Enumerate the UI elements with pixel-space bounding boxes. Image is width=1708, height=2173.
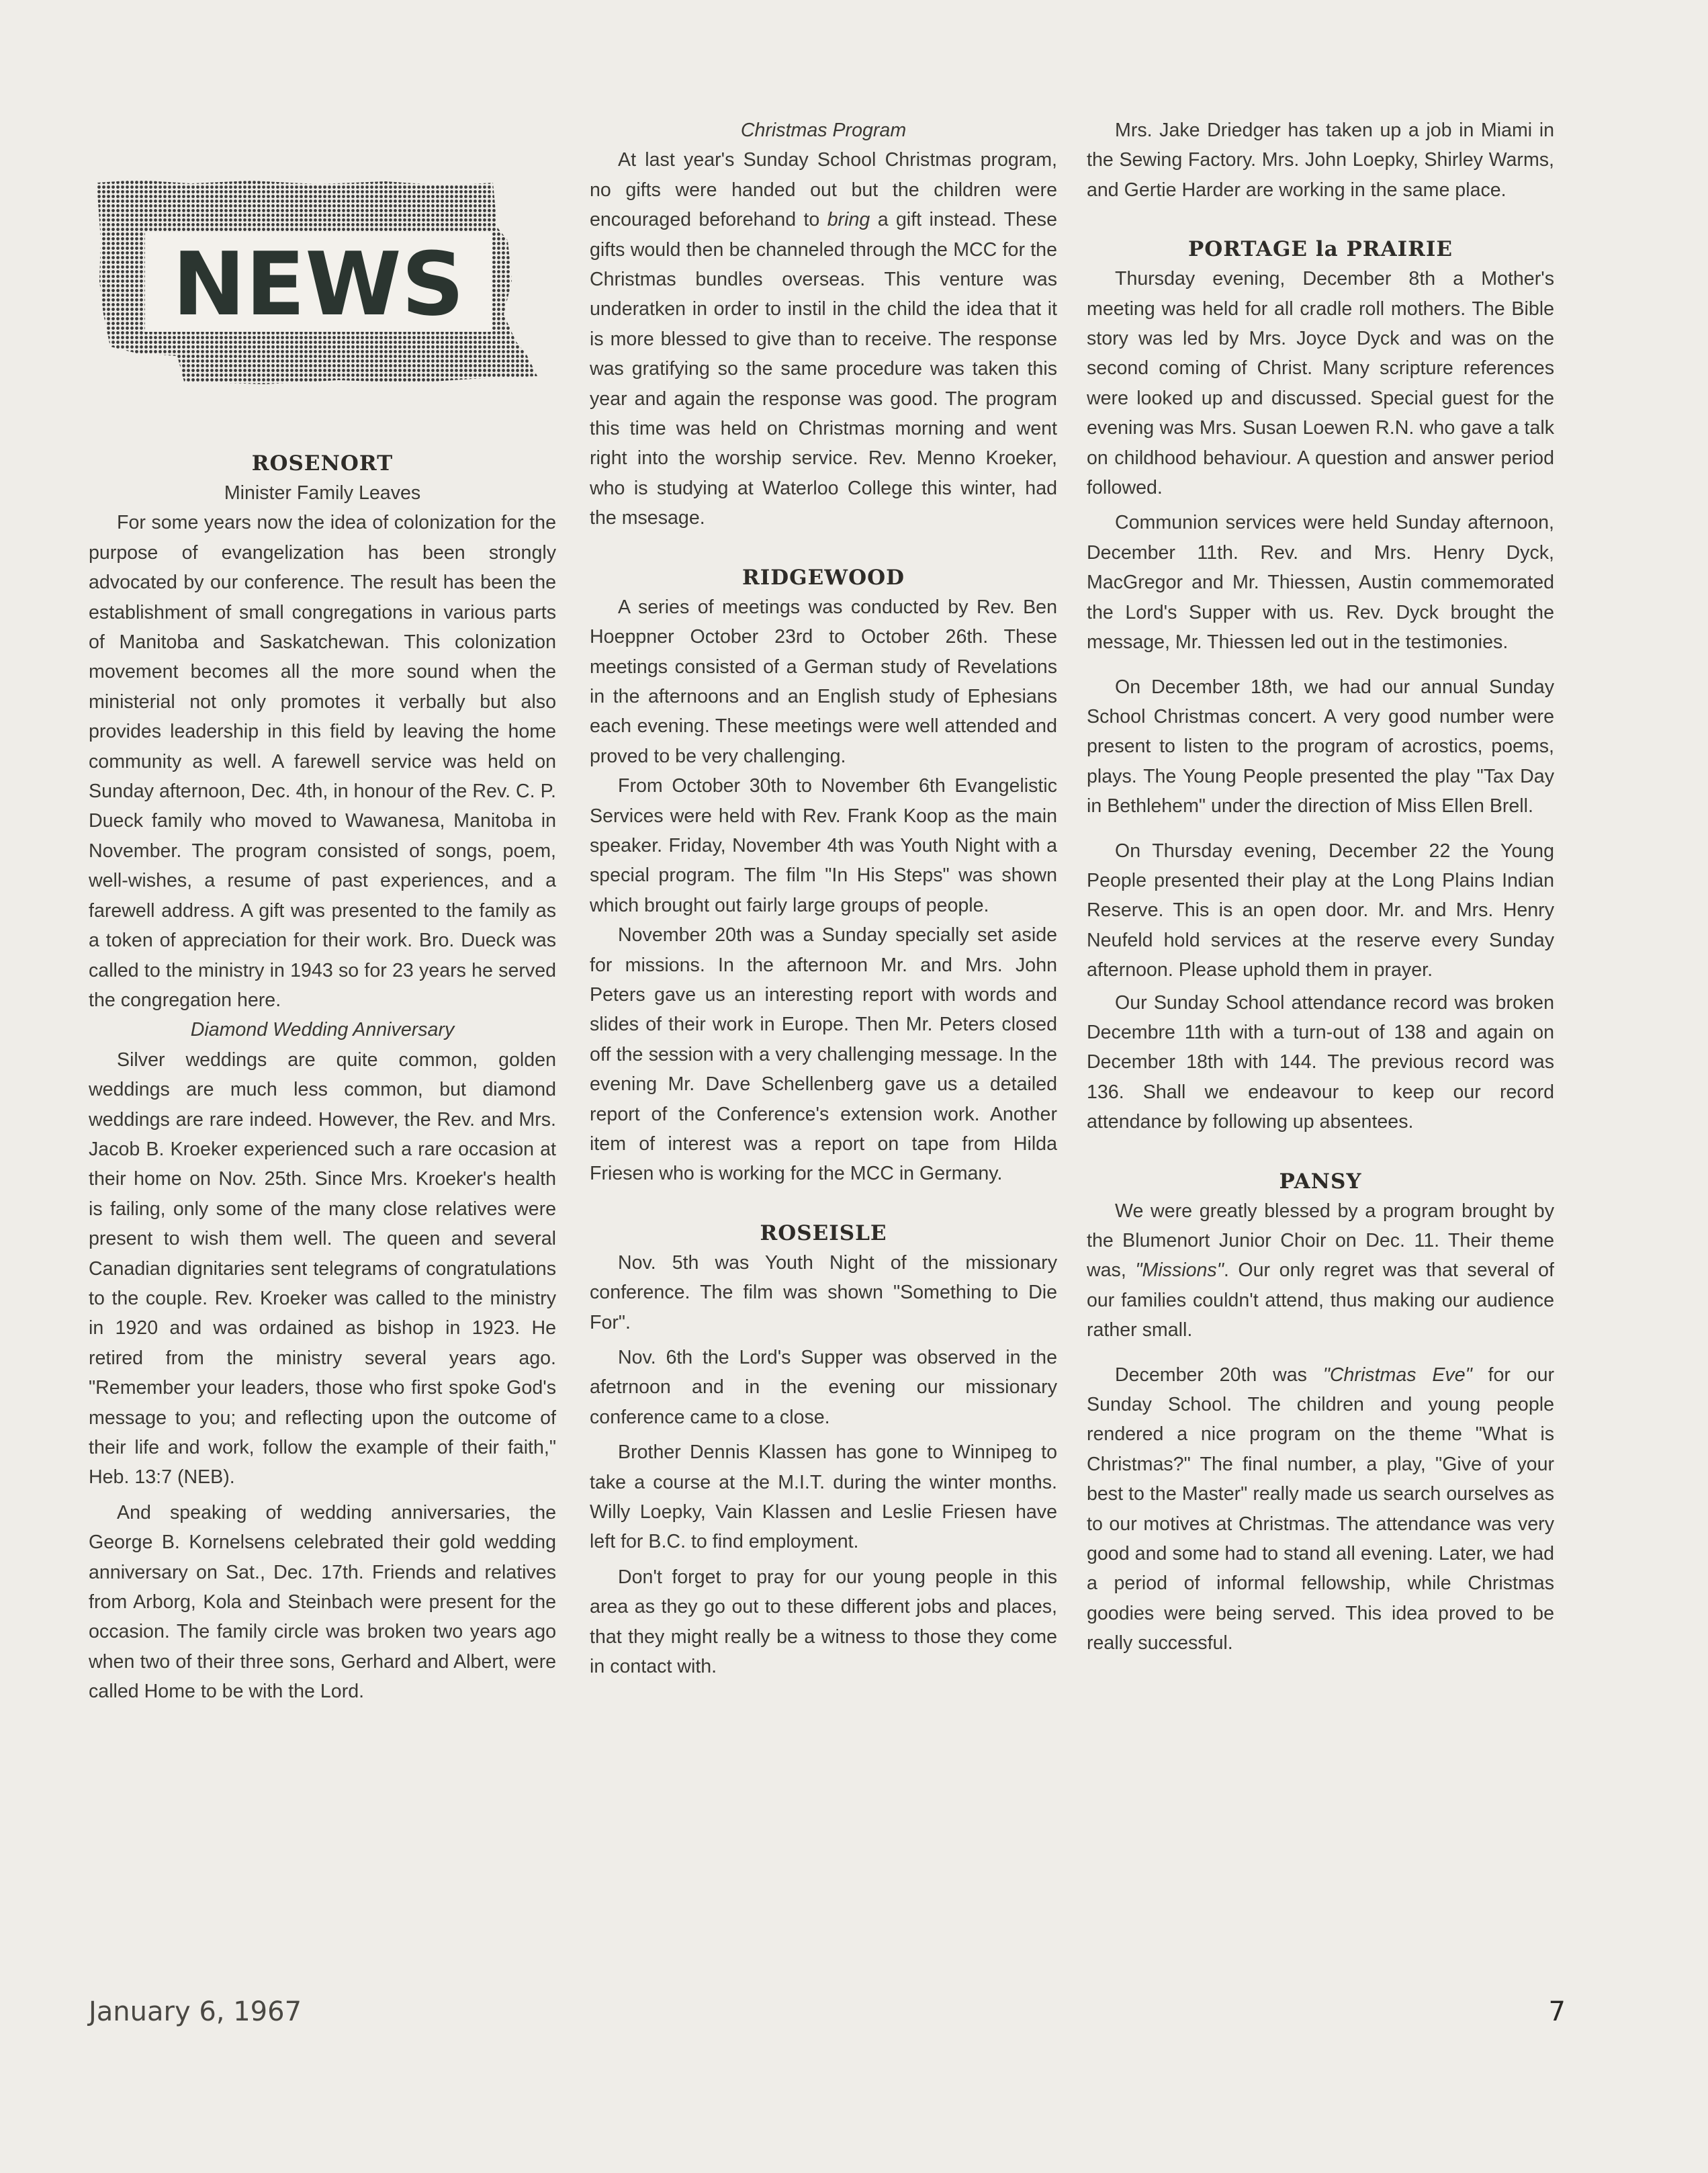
- paragraph: Don't forget to pray for our young people in this area as they go out to these different jobs and places, that they might really be a witness to those they come in contact with.: [590, 1566, 1057, 1678]
- heading-roseisle: ROSEISLE: [760, 1221, 887, 1245]
- paragraph: Nov. 5th was Youth Night of the missionary conference. The film was shown "Something to Die For".: [590, 1251, 1057, 1333]
- paragraph: Brother Dennis Klassen has gone to Winnipeg to take a course at the M.I.T. during the winter months. Willy Loepky, Vain Klassen and Leslie Friesen have left for B.C. to find employment.: [590, 1442, 1057, 1553]
- logo-text: NEWS: [172, 233, 465, 335]
- column-2: [590, 116, 1057, 1682]
- paragraph: December 20th was "Christmas Eve" for our Sunday School. The children and young people rendered a nice program on the theme "What is Christmas?" The final number, a play, "Give of your best to the Master" really made us search ourselves as to our motives at Christmas. The attendance was very good and some had to stand all evening. Later, we had a period of informal fellowship, while Christmas goodies were being served. This idea proved to be really successful.: [1087, 1364, 1554, 1654]
- paragraph: Communion services were held Sunday afternoon, December 11th. Rev. and Mrs. Henry Dyck, MacGregor and Mr. Thiessen, Austin commemorated the Lord's Supper with us. Rev. Dyck brought the message, Mr. Thiessen led out in the testimonies.: [1087, 512, 1554, 654]
- footer-date: January 6, 1967: [89, 1996, 302, 2027]
- paragraph: And speaking of wedding anniversaries, the George B. Kornelsens celebrated their gold wedding anniversary on Sat., Dec. 17th. Friends and relatives from Arborg, Kola and Steinbach were present for the occasion. The family circle was broken two years ago when two of their three sons, Gerhard and Albert, were called Home to be with the Lord.: [89, 1501, 556, 1703]
- paragraph: On December 18th, we had our annual Sunday School Christmas concert. A very good number were present to listen to the program of acrostics, poems, plays. The Young People presented the play "Tax Day in Bethlehem" under the direction of Miss Ellen Brell.: [1087, 676, 1554, 817]
- heading-ridgewood: RIDGEWOOD: [742, 565, 905, 590]
- subheading-christmas-program: Christmas Program: [740, 120, 907, 141]
- paragraph: At last year's Sunday School Christmas program, no gifts were handed out but the children were encouraged beforehand to bring a gift instead. These gifts would then be channeled through the MCC for the Christmas bundles overseas. This venture was underatken in order to instil in the child the idea that it is more blessed to give than to receive. The response was gratifying so the same procedure was taken this year and again the response was good. The program this time was held on Christmas morning and went right into the worship service. Rev. Menno Kroeker, who is studying at Waterloo College this winter, had the msesage.: [590, 149, 1057, 529]
- paragraph: A series of meetings was conducted by Rev. Ben Hoeppner October 23rd to October 26th. These meetings consisted of a German study of Revelations in the afternoons and an English study of Ephesians each evening. These meetings were well attended and proved to be very challenging.: [590, 596, 1057, 767]
- paragraph: We were greatly blessed by a program brought by the Blumenort Junior Choir on Dec. 11. Their theme was, "Missions". Our only regret was that several of our families couldn't attend, thus making our audience rather small.: [1087, 1200, 1554, 1341]
- subheading-minister-family: Minister Family Leaves: [224, 482, 421, 504]
- heading-portage-la-prairie: PORTAGE la PRAIRIE: [1187, 237, 1453, 262]
- paragraph: November 20th was a Sunday specially set aside for missions. In the afternoon Mr. and Mrs. John Peters gave us an interesting report with words and slides of their work in Europe. Then Mr. Peters closed off the session with a very challenging message. In the evening Mr. Dave Schellenberg gave us a detailed report of the Conference's extension work. Another item of interest was a report on tape from Hilda Friesen who is working for the MCC in Germany.: [590, 924, 1057, 1185]
- paragraph: Our Sunday School attendance record was broken Decembre 11th with a turn-out of 138 and again on December 18th with 144. The previous record was 136. Shall we endeavour to keep our record attendance by following up absentees.: [1087, 991, 1554, 1133]
- paragraph: Thursday evening, December 8th a Mother's meeting was held for all cradle roll mothers. The Bible story was led by Mrs. Joyce Dyck and was on the second coming of Christ. Many scripture references were looked up and discussed. Special guest for the evening was Mrs. Susan Loewen R.N. who gave a talk on childhood behaviour. A question and answer period followed.: [1087, 268, 1554, 499]
- paragraph: From October 30th to November 6th Evangelistic Services were held with Rev. Frank Koop as the main speaker. Friday, November 4th was Youth Night with a special program. The film "In His Steps" was shown which brought out fairly large groups of people.: [590, 775, 1057, 916]
- paragraph: Nov. 6th the Lord's Supper was observed in the afetrnoon and in the evening our missionary conference came to a close.: [590, 1347, 1057, 1428]
- page-number: 7: [1548, 1996, 1566, 2027]
- paragraph: On Thursday evening, December 22 the Young People presented their play at the Long Plains Indian Reserve. This is an open door. Mr. and Mrs. Henry Neufeld hold services at the reserve every Sunday afternoon. Please uphold them in prayer.: [1087, 840, 1554, 981]
- news-logo: [97, 180, 560, 388]
- paragraph: Silver weddings are quite common, golden weddings are much less common, but diamond weddings are rare indeed. However, the Rev. and Mrs. Jacob B. Kroeker experienced such a rare occasion at their home on Nov. 25th. Since Mrs. Kroeker's health is failing, only some of the many close relatives were present to wish them well. The queen and several Canadian dignitaries sent telegrams of congratulations to the couple. Rev. Kroeker was called to the ministry in 1920 and was ordained as bishop in 1923. He retired from the ministry several years ago. "Remember your leaders, those who first spoke God's message to you; and reflecting upon the outcome of their life and work, follow the example of their faith," Heb. 13:7 (NEB).: [89, 1049, 556, 1489]
- column-3: [1087, 116, 1554, 1658]
- heading-pansy: PANSY: [1279, 1169, 1362, 1194]
- column-1: [89, 449, 556, 1707]
- paragraph: Mrs. Jake Driedger has taken up a job in Miami in the Sewing Factory. Mrs. John Loepky, Shirley Warms, and Gertie Harder are working in the same place.: [1087, 120, 1554, 201]
- subheading-diamond-wedding: Diamond Wedding Anniversary: [190, 1019, 455, 1041]
- paragraph: For some years now the idea of colonization for the purpose of evangelization has been strongly advocated by our conference. The result has been the establishment of small congregations in various parts of Manitoba and Saskatchewan. This colonization movement becomes all the more sound when the ministerial not only promotes it verbally but also provides leadership in this field by leaving the home community as well. A farewell service was held on Sunday afternoon, Dec. 4th, in honour of the Rev. C. P. Dueck family who moved to Wawanesa, Manitoba in November. The program consisted of songs, poem, well-wishes, a resume of past experiences, and a farewell address. A gift was presented to the family as a token of appreciation for their work. Bro. Dueck was called to the ministry in 1943 so for 23 years he served the congregation here.: [89, 512, 556, 1011]
- heading-rosenort: ROSENORT: [251, 451, 394, 476]
